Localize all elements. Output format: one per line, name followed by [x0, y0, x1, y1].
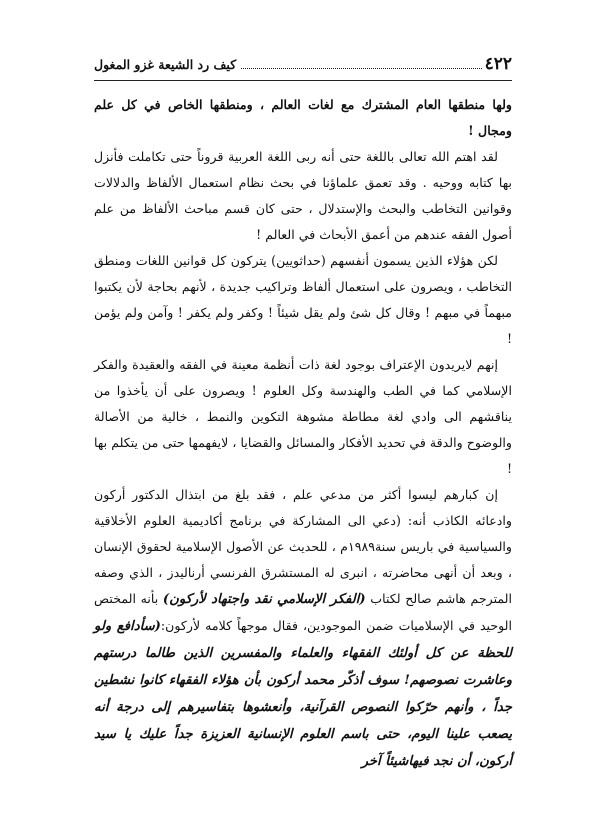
paragraph-5-text: إن كبارهم ليسوا أكثر من مدعي علم ، فقد بلغ من ابتذال الدكتور أركون وادعائه الكاذب أنه: (دعي الى المشاركة في برنامج أكاديمية العلوم الأخلاقية والسياسية في باريس سنة١٩٨٩م ، للحديث عن الأصول الإسلامية لحقوق الإنسان ، وبعد أن أنهى محاضرته ، انبرى له المستشرق الفرنسي أرناليدز ، الذي وصفه المترجم هاشم صالح لكتاب: [94, 487, 512, 606]
book-title: (الفكر الإسلامي نقد واجتهاد لأركون): [162, 592, 366, 607]
paragraph-2: لقد اهتم الله تعالى باللغة حتى أنه ربى اللغة العربية قروناً حتى تكاملت فأنزل بها كتابه ووحيه . وقد تعمق علماؤنا في بحث نظام استعمال الألفاظ والدلالات وقوانين التخاطب والبحث والإستدلال ، حتى كان قسم مباحث الألفاظ من علم أصول الفقه عندهم من أعمق الأبحاث في العالم !: [94, 149, 512, 242]
paragraph-5: [94, 482, 512, 775]
paragraph-3: لكن هؤلاء الذين يسمون أنفسهم (حداثويين) يتركون كل قوانين اللغات ومنطق التخاطب ، ويصرون على استعمال ألفاظ وتراكيب جديدة ، لأنهم بحاجة لأن يكتبوا مبهماً في مبهم ! وقال كل شئ ولم يقل شيئاً ! وكفر ولم يكفر ! وآمن ولم يؤمن !: [94, 253, 512, 346]
page-number: ٤٢٢: [484, 54, 512, 74]
header-rule: [94, 80, 512, 81]
arnaldez-quote: (سأدافع ولو للحظة عن كل أولئك الفقهاء والعلماء والمفسرين الذين طالما درستهم وعاشرت نصوصهم! سوف أذكّر محمد أركون بأن هؤلاء الفقهاء كانوا نشطين جداً ، وأنهم حرّكوا النصوص القرآنية، وأنعشوها بتفاسيرهم إلى درجة أنه يصعب علينا اليوم، حتى باسم العلوم الإنسانية العزيزة جداً عليك يا سيد أركون، أن نجد فيهاشيئاً آخر: [94, 619, 512, 769]
page-header: [94, 52, 512, 74]
paragraph-1: ولها منطقها العام المشترك مع لغات العالم ، ومنطقها الخاص في كل علم ومجال !: [94, 97, 512, 138]
header-dotted-leader: [241, 68, 481, 69]
paragraph-5-continued: بأنه المختص الوحيد في الإسلاميات ضمن الموجودين، فقال موجهاً كلامه لأركون:: [94, 591, 512, 633]
body-text: [94, 92, 512, 775]
running-title: كيف رد الشيعة غزو المغول: [94, 57, 237, 72]
paragraph-4: إنهم لايريدون الإعتراف بوجود لغة ذات أنظمة معينة في الفقه والعقيدة والفكر الإسلامي كما في الطب والهندسة وكل العلوم ! ويصرون على أن يأخذوا من يناقشهم الى وادي لغة مطاطة مشوهة التكوين والنمط ، خالية من الأصالة والوضوح والدقة في تحديد الأفكار والمسائل والقضايا ، لايفهمها حتى من يتكلم بها !: [94, 357, 512, 476]
